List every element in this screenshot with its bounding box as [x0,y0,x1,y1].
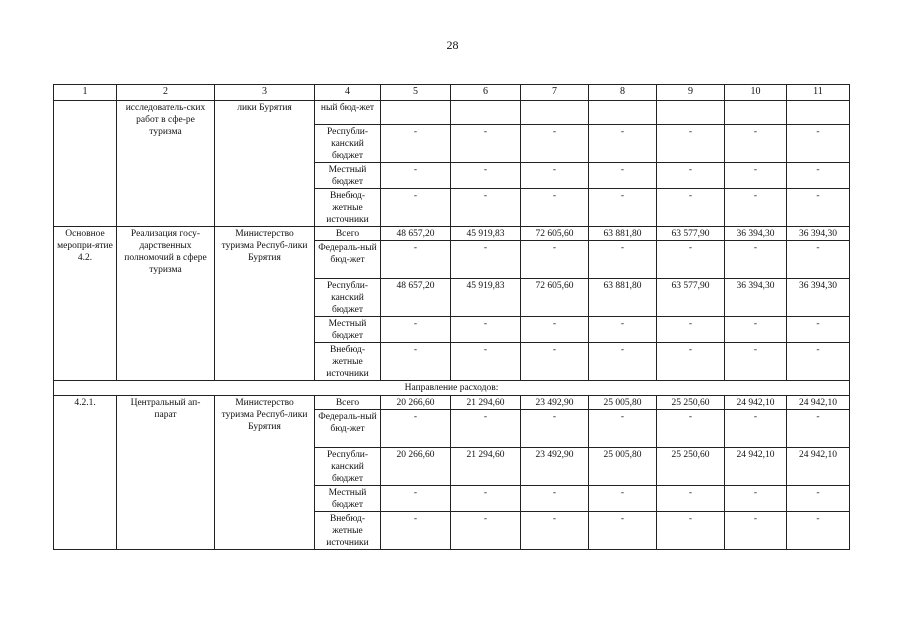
amount-cell: 72 605,60 [521,227,589,241]
funding-source: Местный бюджет [315,486,381,512]
amount-cell: - [725,512,787,550]
amount-cell: - [521,189,589,227]
column-number-7: 7 [521,85,589,101]
amount-cell: - [725,163,787,189]
amount-cell: - [451,163,521,189]
amount-cell: 36 394,30 [725,227,787,241]
amount-cell: 45 919,83 [451,227,521,241]
amount-cell: - [787,189,850,227]
amount-cell: 63 881,80 [589,227,657,241]
amount-cell [787,101,850,125]
amount-cell: - [381,317,451,343]
column-number-1: 1 [54,85,117,101]
table-body [54,85,850,550]
amount-cell: - [589,125,657,163]
amount-cell [725,101,787,125]
amount-cell: 45 919,83 [451,279,521,317]
amount-cell: 20 266,60 [381,396,451,410]
amount-cell: - [521,410,589,448]
amount-cell: - [521,512,589,550]
column-number-2: 2 [117,85,215,101]
amount-cell: - [589,317,657,343]
amount-cell: - [381,125,451,163]
amount-cell: - [451,241,521,279]
amount-cell: - [451,125,521,163]
amount-cell: 25 005,80 [589,396,657,410]
amount-cell: - [725,410,787,448]
amount-cell: - [657,125,725,163]
direction-label: Направление расходов: [54,381,850,396]
amount-cell: - [381,410,451,448]
funding-source: Внебюд-жетные источники [315,512,381,550]
amount-cell: - [657,163,725,189]
main-measure-row [54,227,850,241]
amount-cell: - [787,317,850,343]
amount-cell: 25 250,60 [657,396,725,410]
amount-cell [521,101,589,125]
amount-cell: - [589,410,657,448]
amount-cell: - [787,343,850,381]
amount-cell: - [657,410,725,448]
amount-cell: - [787,410,850,448]
amount-cell: - [521,343,589,381]
amount-cell: 24 942,10 [725,396,787,410]
amount-cell: - [381,241,451,279]
continued-measure-code [54,101,117,227]
amount-cell: - [657,189,725,227]
continued-measure-row [54,101,850,125]
amount-cell: - [451,486,521,512]
amount-cell: 24 942,10 [725,448,787,486]
amount-cell: - [381,189,451,227]
funding-source: Республи-канский бюджет [315,448,381,486]
main-measure-code: Основное меропри-ятие 4.2. [54,227,117,381]
budget-table [53,84,850,550]
funding-source: Федераль-ный бюд-жет [315,241,381,279]
header-row [54,85,850,101]
amount-cell: - [657,317,725,343]
amount-cell: - [451,512,521,550]
column-number-5: 5 [381,85,451,101]
amount-cell: 23 492,90 [521,396,589,410]
expense-item-row [54,396,850,410]
amount-cell [381,101,451,125]
amount-cell: - [787,486,850,512]
amount-cell: 21 294,60 [451,396,521,410]
continued-measure-executor: лики Бурятия [215,101,315,227]
funding-source: Внебюд-жетные источники [315,343,381,381]
amount-cell: - [451,189,521,227]
amount-cell: - [725,343,787,381]
column-number-3: 3 [215,85,315,101]
amount-cell: - [787,512,850,550]
amount-cell: - [725,189,787,227]
page-number: 28 [446,38,459,52]
amount-cell: 36 394,30 [787,279,850,317]
amount-cell: - [521,125,589,163]
funding-source: Местный бюджет [315,317,381,343]
amount-cell: 20 266,60 [381,448,451,486]
funding-source: Внебюд-жетные источники [315,189,381,227]
amount-cell: 36 394,30 [787,227,850,241]
amount-cell: - [521,486,589,512]
amount-cell: - [589,241,657,279]
amount-cell: 36 394,30 [725,279,787,317]
column-number-4: 4 [315,85,381,101]
funding-source: Всего [315,227,381,241]
funding-source: Всего [315,396,381,410]
amount-cell: - [451,410,521,448]
amount-cell: - [657,343,725,381]
amount-cell: - [589,343,657,381]
amount-cell: 63 577,90 [657,227,725,241]
column-number-9: 9 [657,85,725,101]
amount-cell: - [451,343,521,381]
amount-cell: - [787,125,850,163]
main-measure-executor: Министерство туризма Респуб-лики Бурятия [215,227,315,381]
amount-cell: 24 942,10 [787,396,850,410]
funding-source: Республи-канский бюджет [315,125,381,163]
amount-cell: - [787,241,850,279]
column-number-8: 8 [589,85,657,101]
amount-cell: - [657,486,725,512]
amount-cell [657,101,725,125]
amount-cell: 25 005,80 [589,448,657,486]
amount-cell: - [589,163,657,189]
amount-cell: - [521,241,589,279]
amount-cell: - [787,163,850,189]
amount-cell: 25 250,60 [657,448,725,486]
amount-cell: 72 605,60 [521,279,589,317]
column-number-11: 11 [787,85,850,101]
amount-cell: - [725,317,787,343]
amount-cell: - [381,343,451,381]
expense-item-code: 4.2.1. [54,396,117,550]
column-number-10: 10 [725,85,787,101]
amount-cell [451,101,521,125]
expense-item-title: Центральный ап-парат [117,396,215,550]
funding-source: ный бюд-жет [315,101,381,125]
continued-measure-title: исследователь-ских работ в сфе-ре туризма [117,101,215,227]
amount-cell: 24 942,10 [787,448,850,486]
direction-row [54,381,850,396]
amount-cell: 48 657,20 [381,227,451,241]
amount-cell: 63 577,90 [657,279,725,317]
amount-cell: - [381,486,451,512]
amount-cell: - [521,317,589,343]
amount-cell: - [451,317,521,343]
amount-cell: 63 881,80 [589,279,657,317]
amount-cell: - [589,486,657,512]
main-measure-title: Реализация госу-дарственных полномочий в сфере туризма [117,227,215,381]
amount-cell: - [381,512,451,550]
amount-cell: 21 294,60 [451,448,521,486]
expense-item-executor: Министерство туризма Респуб-лики Бурятия [215,396,315,550]
amount-cell: - [521,163,589,189]
funding-source: Федераль-ный бюд-жет [315,410,381,448]
amount-cell: - [657,512,725,550]
amount-cell: 23 492,90 [521,448,589,486]
amount-cell: - [725,486,787,512]
amount-cell: - [589,512,657,550]
funding-source: Республи-канский бюджет [315,279,381,317]
funding-source: Местный бюджет [315,163,381,189]
amount-cell: - [657,241,725,279]
amount-cell: - [589,189,657,227]
column-number-6: 6 [451,85,521,101]
amount-cell: - [725,241,787,279]
amount-cell: - [381,163,451,189]
amount-cell [589,101,657,125]
amount-cell: 48 657,20 [381,279,451,317]
amount-cell: - [725,125,787,163]
